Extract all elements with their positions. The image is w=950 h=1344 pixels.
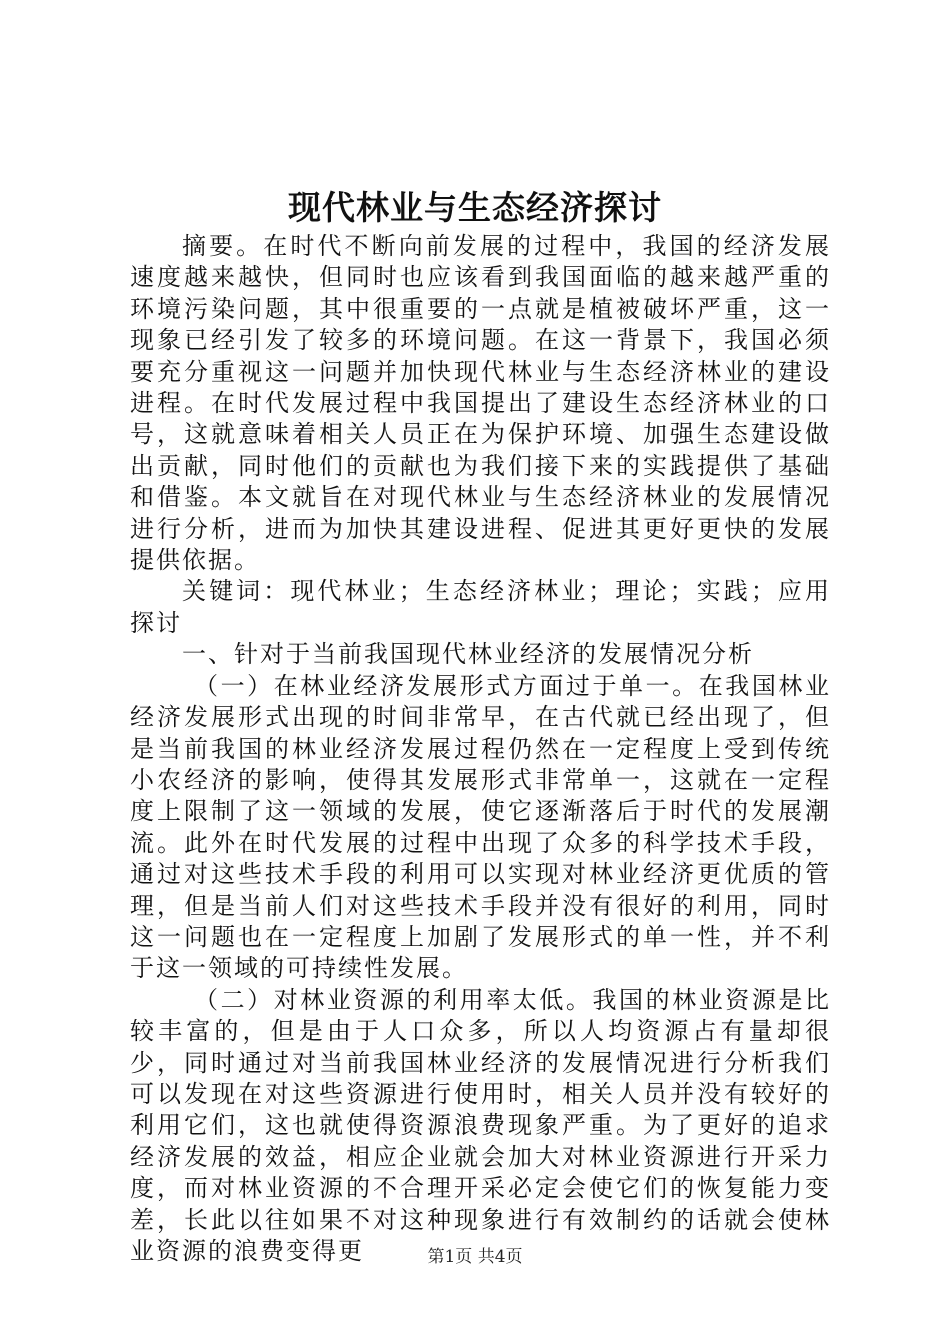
subsection-paragraph-1: （一）在林业经济发展形式方面过于单一。在我国林业经济发展形式出现的时间非常早，在古代就已经出现了，但是当前我国的林业经济发展过程仍然在一定程度上受到传统小农经济的影响，使得其发展形式非常单一，这就在一定程度上限制了这一领域的发展，使它逐渐落后于时代的发展潮流。此外在时代发展的过程中出现了众多的科学技术手段，通过对这些技术手段的利用可以实现对林业经济更优质的管理，但是当前人们对这些技术手段并没有很好的利用，同时这一问题也在一定程度上加剧了发展形式的单一性，并不利于这一领域的可持续性发展。	[130, 671, 831, 983]
abstract-paragraph: 摘要。在时代不断向前发展的过程中，我国的经济发展速度越来越快，但同时也应该看到我国面临的越来越严重的环境污染问题，其中很重要的一点就是植被破坏严重，这一现象已经引发了较多的环境问题。在这一背景下，我国必须要充分重视这一问题并加快现代林业与生态经济林业的建设进程。在时代发展过程中我国提出了建设生态经济林业的口号，这就意味着相关人员正在为保护环境、加强生态建设做出贡献，同时他们的贡献也为我们接下来的实践提供了基础和借鉴。本文就旨在对现代林业与生态经济林业的发展情况进行分析，进而为加快其建设进程、促进其更好更快的发展提供依据。	[130, 232, 831, 575]
subsection-paragraph-2: （二）对林业资源的利用率太低。我国的林业资源是比较丰富的，但是由于人口众多，所以人均资源占有量却很少，同时通过对当前我国林业经济的发展情况进行分析我们可以发现在对这些资源进行使用时，相关人员并没有较好的利用它们，这也就使得资源浪费现象严重。为了更好的追求经济发展的效益，相应企业就会加大对林业资源进行开采力度，而对林业资源的不合理开采必定会使它们的恢复能力变差，长此以往如果不对这种现象进行有效制约的话就会使林业资源的浪费变得更	[130, 985, 831, 1265]
section-heading: 一、针对于当前我国现代林业经济的发展情况分析	[182, 640, 754, 669]
document-title: 现代林业与生态经济探讨	[288, 188, 662, 227]
keywords-paragraph: 关键词：现代林业；生态经济林业；理论；实践；应用探讨	[130, 577, 831, 637]
page-footer: 第1页 共4页	[427, 1247, 523, 1267]
document-body	[130, 231, 831, 1267]
